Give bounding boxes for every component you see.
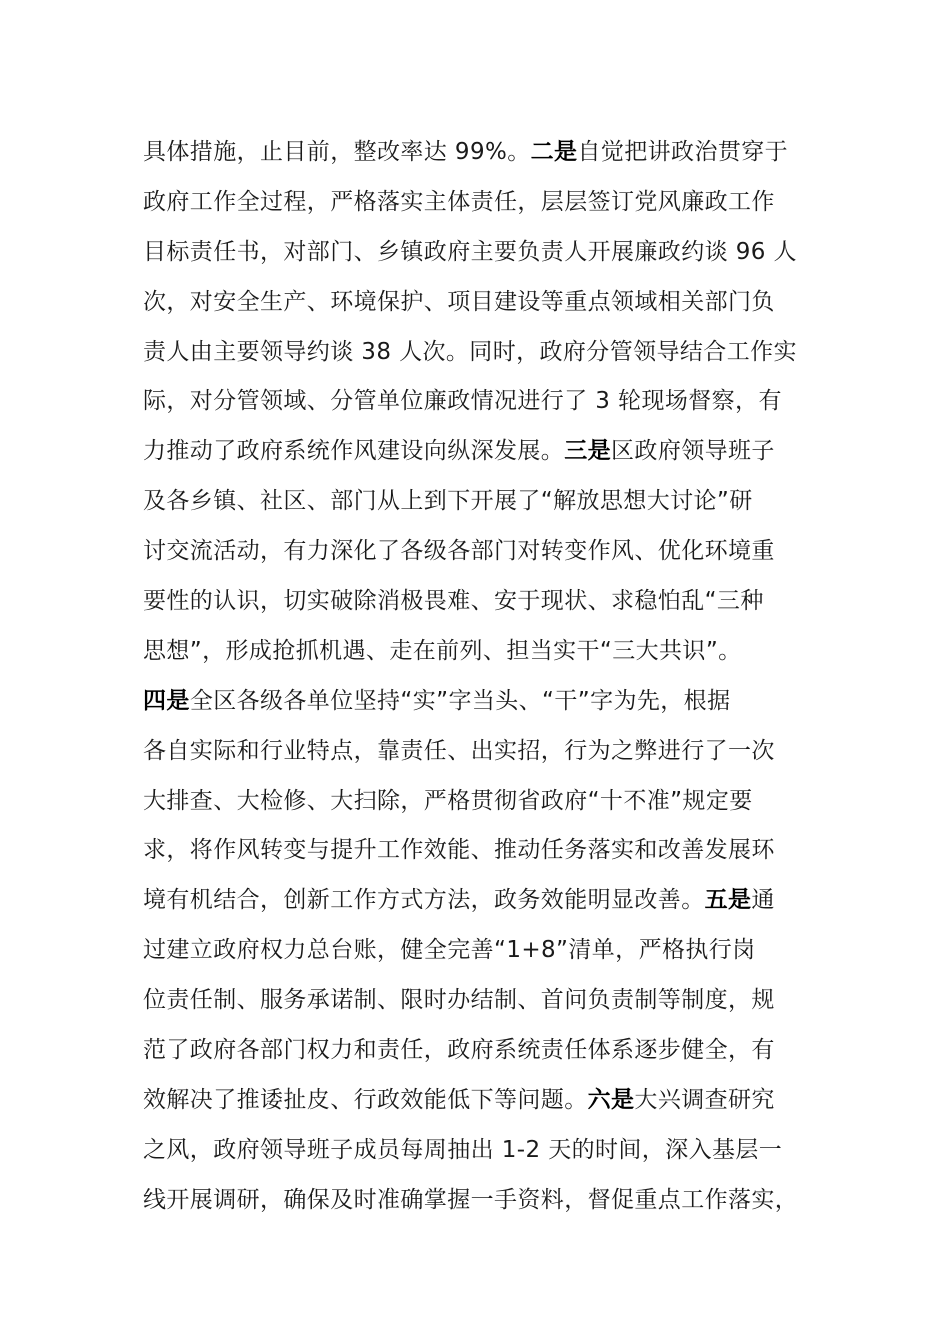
text-segment: 范了政府各部门权力和责任，政府系统责任体系逐步健全，有 bbox=[143, 1037, 775, 1064]
bold-keyword: 四是 bbox=[143, 687, 190, 714]
text-line bbox=[143, 328, 823, 378]
text-segment: 自觉把讲政治贯穿于 bbox=[577, 139, 789, 165]
text-line bbox=[143, 1076, 823, 1126]
text-line bbox=[143, 228, 823, 278]
text-segment: 政府工作全过程，严格落实主体责任，层层签订党风廉政工作 bbox=[143, 188, 775, 215]
text-segment: 过建立政府权力总台账，健全完善“1+8”清单，严格执行岗 bbox=[143, 937, 756, 964]
text-line bbox=[143, 826, 823, 876]
text-segment: 思想”，形成抢抓机遇、走在前列、担当实干“三大共识”。 bbox=[143, 637, 742, 664]
text-segment: 目标责任书，对部门、乡镇政府主要负责人开展廉政约谈 96 人 bbox=[143, 238, 797, 265]
text-segment: 境有机结合，创新工作方式方法，政务效能明显改善。 bbox=[143, 887, 705, 914]
text-segment: 区政府领导班子 bbox=[611, 438, 775, 465]
bold-keyword: 二是 bbox=[530, 139, 578, 165]
text-line bbox=[143, 178, 823, 228]
text-line bbox=[143, 427, 823, 477]
text-segment: 全区各级各单位坚持“实”字当头、“干”字为先，根据 bbox=[189, 687, 731, 714]
text-line bbox=[143, 926, 823, 976]
text-line bbox=[143, 876, 823, 926]
text-line bbox=[143, 527, 823, 577]
text-line bbox=[143, 1126, 823, 1176]
bold-keyword: 六是 bbox=[587, 1086, 635, 1113]
text-segment: 具体措施，止目前，整改率达 99%。 bbox=[143, 139, 531, 165]
text-line bbox=[143, 677, 823, 727]
text-segment: 及各乡镇、社区、部门从上到下开展了“解放思想大讨论”研 bbox=[143, 488, 753, 515]
text-segment: 力推动了政府系统作风建设向纵深发展。 bbox=[143, 438, 565, 465]
text-line bbox=[143, 278, 823, 328]
text-segment: 各自实际和行业特点，靠责任、出实招，行为之弊进行了一次 bbox=[143, 737, 775, 764]
bold-keyword: 五是 bbox=[704, 887, 752, 914]
text-segment: 际，对分管领域、分管单位廉政情况进行了 3 轮现场督察，有 bbox=[143, 388, 782, 415]
text-line bbox=[143, 976, 823, 1026]
text-segment: 效解决了推诿扯皮、行政效能低下等问题。 bbox=[143, 1086, 588, 1113]
text-line bbox=[143, 577, 823, 627]
body-paragraph bbox=[143, 128, 823, 1226]
text-segment: 之风，政府领导班子成员每周抽出 1-2 天的时间，深入基层一 bbox=[143, 1136, 783, 1163]
text-line bbox=[143, 777, 823, 827]
text-segment: 求，将作风转变与提升工作效能、推动任务落实和改善发展环 bbox=[143, 837, 775, 864]
text-line bbox=[143, 128, 823, 178]
text-line bbox=[143, 1176, 823, 1226]
text-segment: 次，对安全生产、环境保护、项目建设等重点领域相关部门负 bbox=[143, 288, 775, 315]
text-line bbox=[143, 377, 823, 427]
text-line bbox=[143, 727, 823, 777]
text-segment: 责人由主要领导约谈 38 人次。同时，政府分管领导结合工作实 bbox=[143, 338, 797, 365]
text-line bbox=[143, 627, 823, 677]
text-segment: 要性的认识，切实破除消极畏难、安于现状、求稳怕乱“三种 bbox=[143, 588, 764, 615]
text-line bbox=[143, 1026, 823, 1076]
text-segment: 通 bbox=[751, 887, 775, 914]
text-segment: 线开展调研，确保及时准确掌握一手资料，督促重点工作落实， bbox=[143, 1186, 799, 1213]
bold-keyword: 三是 bbox=[564, 438, 612, 465]
text-line bbox=[143, 477, 823, 527]
text-segment: 大兴调查研究 bbox=[634, 1086, 775, 1113]
text-segment: 位责任制、服务承诺制、限时办结制、首问负责制等制度，规 bbox=[143, 987, 775, 1014]
text-segment: 讨交流活动，有力深化了各级各部门对转变作风、优化环境重 bbox=[143, 538, 775, 565]
text-segment: 大排查、大检修、大扫除，严格贯彻省政府“十不准”规定要 bbox=[143, 787, 753, 814]
